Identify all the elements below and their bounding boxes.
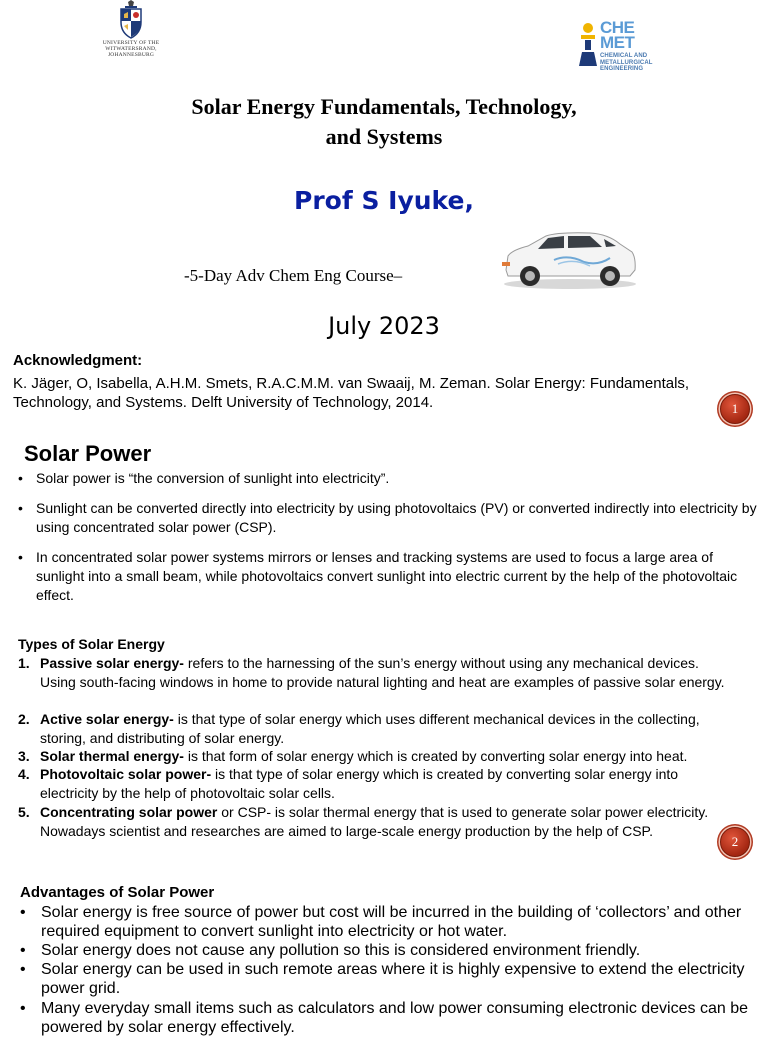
list-item: 4. Photovoltaic solar power- is that type of solar energy which is created by converting solar energy into electricity by the help of photovoltaic solar cells. xyxy=(18,766,679,801)
slide-number-badge: 2 xyxy=(720,827,750,857)
acknowledgment-text: K. Jäger, O, Isabella, A.H.M. Smets, R.A.C.M.M. van Swaaij, M. Zeman. Solar Energy: Fundamentals, Technology, and Systems. Delft University of Technology, 2014. xyxy=(13,375,690,411)
university-logo xyxy=(96,0,166,64)
list-item: 5. Concentrating solar power or CSP- is solar thermal energy that is used to generate solar power electricity. Nowadays scientist and researches are aimed to large-scale energy production by the help of CSP. xyxy=(18,804,709,839)
chemet-wordmark: CHE MET xyxy=(600,18,635,52)
presenter-name: Prof S Iyuke, xyxy=(294,186,474,215)
page-title: Solar Energy Fundamentals, Technology, and Systems xyxy=(191,94,577,149)
course-title: -5-Day Adv Chem Eng Course– xyxy=(184,266,403,285)
list-item: • Solar energy does not cause any pollution so this is considered environment friendly. xyxy=(20,942,641,959)
acknowledgment-heading: Acknowledgment: xyxy=(13,352,143,369)
chemet-subtitle: CHEMICAL AND METALLURGICAL ENGINEERING xyxy=(600,53,653,72)
list-item: • In concentrated solar power systems mirrors or lenses and tracking systems are used to focus a large area of sunlight into a small beam, while photovoltaics convert sunlight into electric current by the help of the photovoltaic effect. xyxy=(18,549,738,603)
course-date: July 2023 xyxy=(328,312,440,340)
university-name-line: JOHANNESBURG xyxy=(107,52,155,58)
flask-icon xyxy=(578,22,598,68)
chemet-logo xyxy=(578,20,668,70)
section-heading-types: Types of Solar Energy xyxy=(18,636,165,652)
section-heading-advantages: Advantages of Solar Power xyxy=(20,884,215,901)
car-image xyxy=(498,226,640,292)
list-item: • Sunlight can be converted directly into electricity by using photovoltaics (PV) or converted indirectly into electricity by using concentrated solar power (CSP). xyxy=(18,500,757,535)
university-name-line: UNIVERSITY OF THE xyxy=(102,40,160,46)
section-heading-solar-power: Solar Power xyxy=(24,441,152,466)
list-item: • Solar power is “the conversion of sunlight into electricity”. xyxy=(18,470,390,486)
list-item: • Solar energy can be used in such remote areas where it is highly expensive to extend the electricity power grid. xyxy=(20,961,745,997)
list-item: 2. Active solar energy- is that type of solar energy which uses different mechanical devices in the collecting, storing, and distributing of solar energy. xyxy=(18,711,700,746)
list-item: 1. Passive solar energy- refers to the harnessing of the sun’s energy without using any mechanical devices. Using south-facing windows in home to provide natural lighting and heat are examples of passive solar energy. xyxy=(18,655,725,690)
university-name-line: WITWATERSRAND, xyxy=(105,46,157,52)
slide-number-badge: 1 xyxy=(720,394,750,424)
list-item: • Many everyday small items such as calculators and low power consuming electronic devices can be powered by solar energy effectively. xyxy=(20,1000,748,1036)
coat-of-arms-icon xyxy=(116,0,146,40)
list-item: • Solar energy is free source of power but cost will be incurred in the building of ‘collectors’ and other required equipment to convert sunlight into electricity or hot water. xyxy=(20,904,742,940)
list-item: 3. Solar thermal energy- is that form of solar energy which is created by converting solar energy into heat. xyxy=(18,748,688,764)
